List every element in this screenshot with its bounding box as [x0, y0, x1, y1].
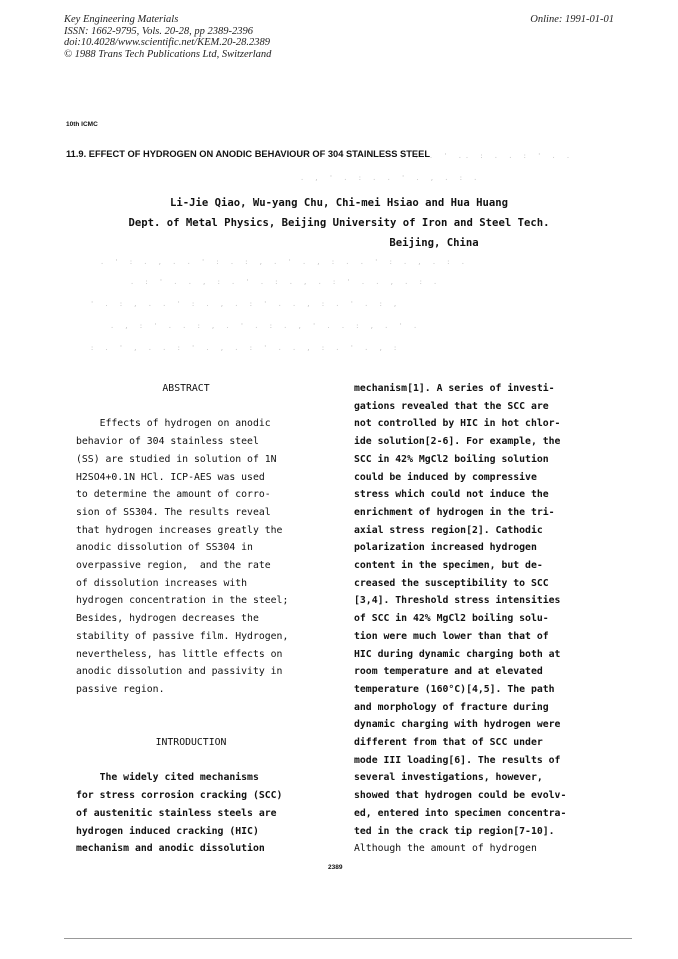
abstract-line: stability of passive film. Hydrogen, [76, 630, 289, 642]
introduction-heading: INTRODUCTION [155, 737, 227, 749]
body-line: SCC in 42% MgCl2 boiling solution [354, 453, 549, 465]
body-line: axial stress region[2]. Cathodic [354, 524, 543, 536]
paper-title: 11.9. EFFECT OF HYDROGEN ON ANODIC BEHAVIOUR OF 304 STAINLESS STEEL [66, 149, 431, 159]
show-through-noise: ' . : , . . ' : . , . : ' . . , : . ' . : , [90, 300, 401, 308]
show-through-noise: . : ' . . , : . ' . : . , . : ' . . , . : . [130, 278, 441, 286]
intro-line: of austenitic stainless steels are [76, 807, 277, 819]
show-through-noise: : . ' , . . : ' . , . : ' . . , : . ' . , : [90, 344, 401, 352]
abstract-line: passive region. [76, 683, 165, 695]
abstract-heading: ABSTRACT [162, 383, 210, 394]
show-through-noise: . , : ' . . : , . ' . : . , ' . . : , . ' . [110, 322, 421, 330]
author-block [0, 193, 678, 253]
body-line: not controlled by HIC in hot chlor- [354, 418, 561, 430]
body-line: could be induced by compressive [354, 471, 537, 483]
abstract-line: anodic dissolution of SS304 in [76, 542, 253, 554]
body-line: mechanism[1]. A series of investi- [354, 383, 555, 394]
body-line: ted in the crack tip region[7-10]. [354, 825, 555, 837]
doi-line: doi:10.4028/www.scientific.net/KEM.20-28.2389 [64, 37, 270, 48]
abstract-line: behavior of 304 stainless steel [76, 436, 259, 448]
copyright-line: © 1988 Trans Tech Publications Ltd, Switzerland [64, 48, 272, 60]
show-through-noise: . , ' . : . . ' . , . : . [300, 174, 481, 182]
right-column [354, 380, 634, 858]
body-line: temperature (160°C)[4,5]. The path [354, 683, 555, 695]
body-line: creased the susceptibility to SCC [354, 577, 549, 589]
intro-line: hydrogen induced cracking (HIC) [76, 825, 259, 837]
body-line: of SCC in 42% MgCl2 boiling solu- [354, 613, 549, 625]
abstract-line: hydrogen concentration in the steel; [76, 595, 289, 607]
body-line: several investigations, however, [354, 772, 543, 784]
body-line: enrichment of hydrogen in the tri- [354, 506, 555, 518]
abstract-line: sion of SS304. The results reveal [76, 506, 271, 518]
citation-header [64, 14, 271, 60]
abstract-line: of dissolution increases with [76, 577, 248, 589]
abstract-line: that hydrogen increases greatly the [76, 524, 283, 536]
abstract-line: overpassive region, and the rate [76, 560, 271, 572]
author-city: Beijing, China [389, 237, 479, 249]
intro-line: for stress corrosion cracking (SCC) [76, 790, 283, 802]
body-line: polarization increased hydrogen [354, 542, 537, 554]
body-line: dynamic charging with hydrogen were [354, 719, 561, 731]
abstract-line: Effects of hydrogen on anodic [76, 418, 271, 430]
footer-rule [64, 938, 632, 939]
journal-name: Key Engineering Materials [64, 14, 179, 25]
abstract-line: Besides, hydrogen decreases the [76, 613, 259, 625]
body-line: showed that hydrogen could be evolv- [354, 790, 567, 802]
intro-line: mechanism and anodic dissolution [76, 843, 265, 855]
body-line: tion were much lower than that of [354, 630, 549, 642]
intro-line: The widely cited mechanisms [76, 772, 259, 784]
body-line: ide solution[2-6]. For example, the [354, 436, 561, 448]
body-line: ed, entered into specimen concentra- [354, 807, 567, 819]
abstract-line: H2SO4+0.1N HCl. ICP-AES was used [76, 471, 265, 483]
body-line: [3,4]. Threshold stress intensities [354, 595, 561, 607]
page-number: 2389 [328, 864, 343, 871]
body-line: Although the amount of hydrogen [354, 843, 537, 855]
body-line: mode III loading[6]. The results of [354, 754, 561, 766]
body-line: HIC during dynamic charging both at [354, 648, 561, 660]
author-names: Li-Jie Qiao, Wu-yang Chu, Chi-mei Hsiao and Hua Huang [169, 197, 509, 209]
body-line: and morphology of fracture during [354, 701, 549, 713]
spacer [76, 699, 336, 717]
online-date: Online: 1991-01-01 [530, 14, 614, 25]
abstract-line: nevertheless, has little effects on [76, 648, 283, 660]
spacer [76, 398, 336, 416]
show-through-noise: . : . ' .. : . . : ' . . [400, 152, 574, 160]
author-affiliation: Dept. of Metal Physics, Beijing University of Iron and Steel Tech. [128, 217, 550, 229]
conference-label: 10th ICMC [66, 121, 98, 128]
left-column [76, 380, 336, 858]
body-line: gations revealed that the SCC are [354, 400, 549, 412]
abstract-line: to determine the amount of corro- [76, 489, 271, 501]
body-line: different from that of SCC under [354, 737, 543, 749]
body-line: stress which could not induce the [354, 489, 549, 501]
issn-line: ISSN: 1662-9795, Vols. 20-28, pp 2389-2396 [64, 25, 253, 37]
abstract-line: anodic dissolution and passivity in [76, 666, 283, 678]
show-through-noise: . ' : . , . . ' : . : , . ' . , : . . ' : . , . : . [100, 258, 468, 266]
body-line: content in the specimen, but de- [354, 560, 543, 572]
spacer [76, 752, 336, 770]
abstract-line: (SS) are studied in solution of 1N [76, 453, 277, 465]
body-line: room temperature and at elevated [354, 666, 543, 678]
spacer [76, 716, 336, 734]
